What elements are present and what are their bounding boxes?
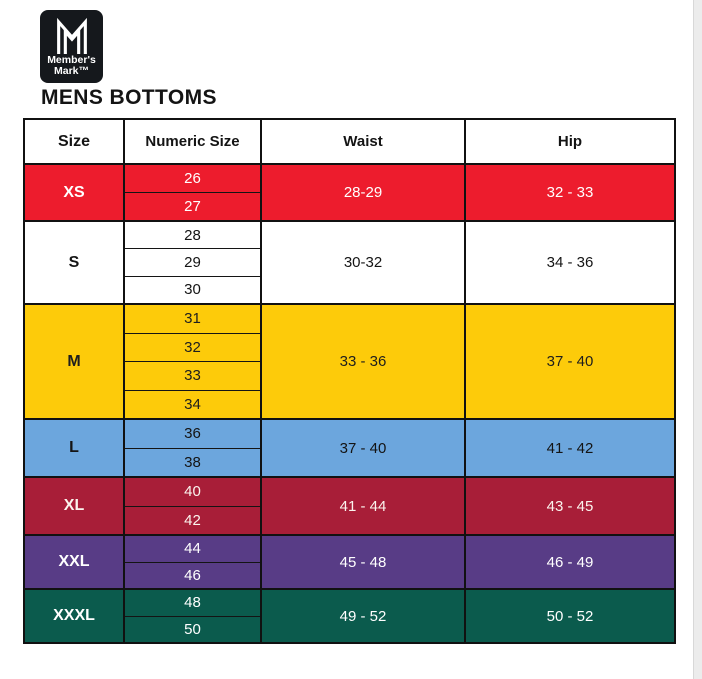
numeric-size-cell: 26 — [184, 170, 201, 187]
page-title: MENS BOTTOMS — [41, 86, 217, 109]
members-mark-logo — [40, 10, 103, 83]
numeric-size-group — [125, 590, 262, 642]
hip-range-cell: 46 - 49 — [546, 553, 594, 571]
table-header-row — [25, 120, 674, 163]
logo-text-members: Member's — [47, 54, 96, 66]
waist-range-cell: 37 - 40 — [262, 420, 466, 476]
hip-range-cell: 32 - 33 — [546, 184, 594, 201]
size-label: XXXL — [25, 590, 125, 642]
waist-range-cell: 45 - 48 — [262, 536, 466, 588]
column-header-numeric: Numeric Size — [125, 120, 262, 163]
size-row-s — [25, 220, 674, 303]
size-row-xs — [25, 163, 674, 220]
numeric-size-cell: 44 — [184, 540, 201, 558]
size-label: S — [25, 222, 125, 303]
hip-range-cell: 43 - 45 — [546, 497, 594, 515]
numeric-size-cell: 34 — [125, 390, 260, 419]
numeric-size-cell: 27 — [125, 192, 260, 220]
waist-range-cell: 41 - 44 — [262, 478, 466, 534]
hip-range-cell: 50 - 52 — [546, 607, 594, 625]
numeric-size-group — [125, 536, 262, 588]
numeric-size-cell: 46 — [125, 562, 260, 589]
column-header-size: Size — [25, 120, 125, 163]
size-row-xxxl — [25, 588, 674, 642]
size-label: XXL — [25, 536, 125, 588]
numeric-size-group — [125, 478, 262, 534]
size-chart-table — [23, 118, 676, 644]
numeric-size-cell: 50 — [125, 616, 260, 643]
waist-range-cell: 30-32 — [262, 222, 466, 303]
size-row-xxl — [25, 534, 674, 588]
size-label: XS — [25, 165, 125, 220]
numeric-size-group — [125, 305, 262, 418]
hip-range-cell: 37 - 40 — [546, 353, 594, 370]
numeric-size-cell: 42 — [125, 506, 260, 535]
numeric-size-cell: 30 — [125, 276, 260, 303]
numeric-size-cell: 31 — [184, 310, 201, 328]
numeric-size-cell: 33 — [125, 361, 260, 390]
numeric-size-cell: 29 — [125, 248, 260, 275]
size-label: M — [25, 305, 125, 418]
size-row-m — [25, 303, 674, 418]
numeric-size-cell: 38 — [125, 448, 260, 477]
right-edge-shade — [693, 0, 702, 679]
size-label: XL — [25, 478, 125, 534]
logo-text-mark: Mark™ — [53, 65, 89, 77]
column-header-hip: Hip — [557, 133, 583, 150]
numeric-size-cell: 36 — [184, 425, 201, 443]
brand-m-icon — [49, 14, 95, 54]
waist-range-cell: 33 - 36 — [262, 305, 466, 418]
waist-range-cell: 28-29 — [262, 165, 466, 220]
numeric-size-cell: 40 — [184, 483, 201, 501]
numeric-size-cell: 32 — [125, 333, 260, 362]
hip-range-cell: 41 - 42 — [546, 439, 594, 457]
numeric-size-cell: 28 — [184, 226, 201, 244]
size-row-xl — [25, 476, 674, 534]
size-row-l — [25, 418, 674, 476]
numeric-size-group — [125, 420, 262, 476]
numeric-size-cell: 48 — [184, 594, 201, 612]
hip-range-cell: 34 - 36 — [546, 254, 594, 271]
size-label: L — [25, 420, 125, 476]
numeric-size-group — [125, 222, 262, 303]
waist-range-cell: 49 - 52 — [262, 590, 466, 642]
numeric-size-group — [125, 165, 262, 220]
column-header-waist: Waist — [262, 120, 466, 163]
